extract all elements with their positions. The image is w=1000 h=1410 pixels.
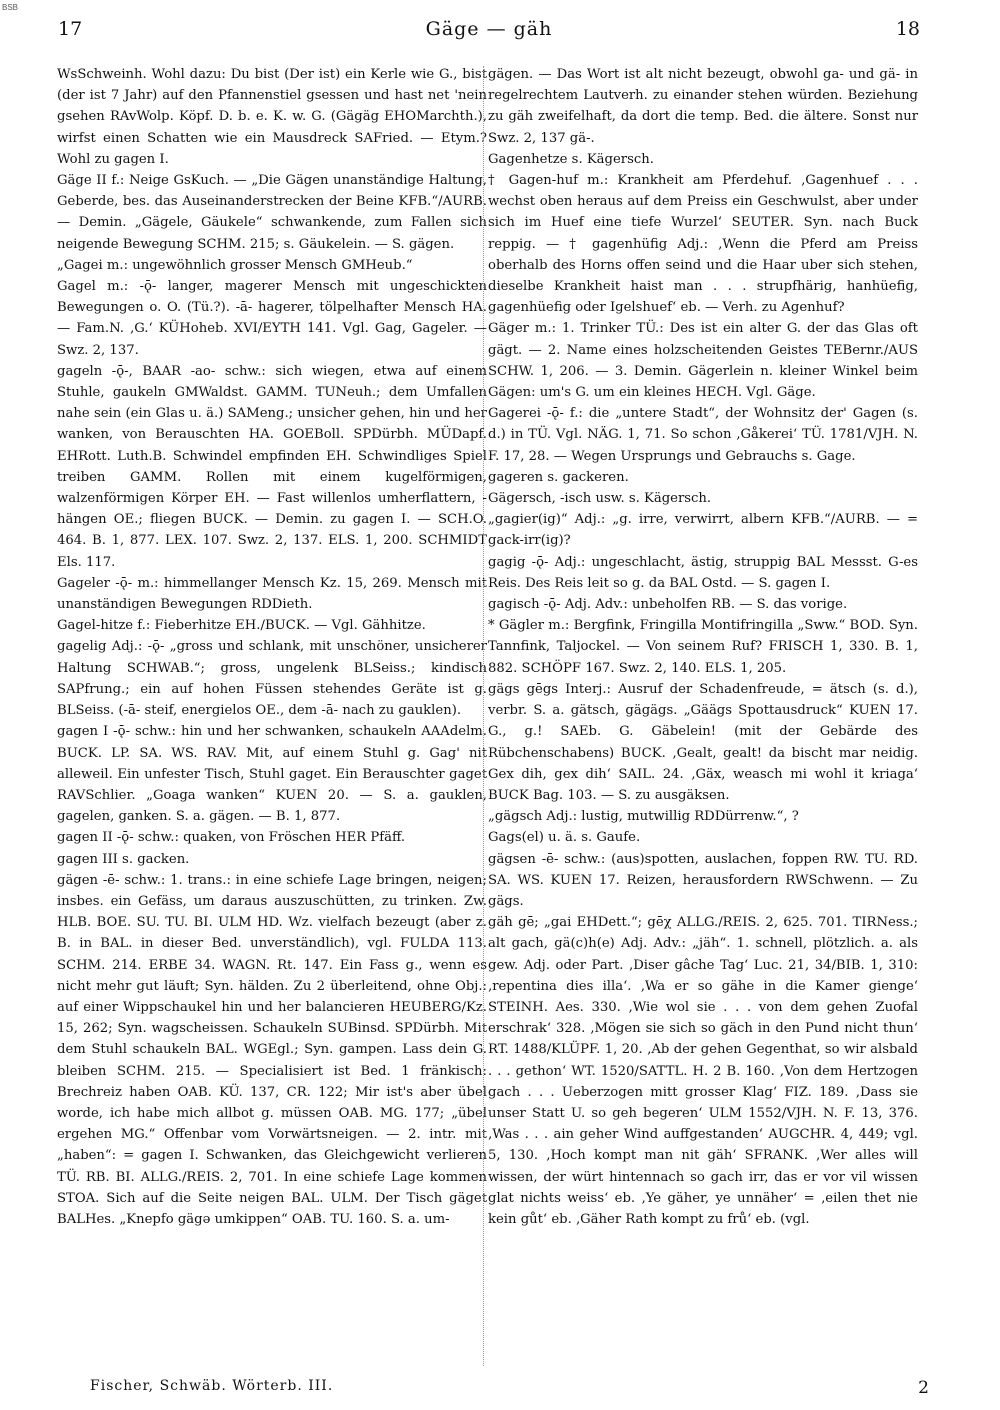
running-title: Gäge — gäh: [425, 18, 553, 40]
entry-paragraph: Gagel-hitze f.: Fieberhitze EH./BUCK. — Vgl. Gähhitze.: [57, 618, 426, 634]
entry-paragraph: WsSchweinh. Wohl dazu: Du bist (Der ist) ein Kerle wie G., bist (der ist 7 Jahr) auf den Pfannenstiel gsessen und hast net 'nein gsehen RAvWolp. Köpf. D. b. e. K. w. G. (Gägäg EHOMarchth.), wirfst einen Schatten wie ein Mausdreck SAFried. — Etym.? Wohl zu gagen I.: [57, 67, 487, 167]
entry-paragraph: gageln -ǭ-, BAAR -ao- schw.: sich wiegen, etwa auf einem Stuhle, gaukeln GMWaldst. GAMM. TUNeuh.; dem Umfallen nahe sein (ein Glas u. ä.) SAMeng.; unsicher gehen, hin und her wanken, von Berauschten HA. GOEBoll. SPDürbh. MÜDapf. EHRott. Luth.B. Schwindel empfinden EH. Schwindliges Spiel treiben GAMM. Rollen mit einem kugelförmigen, walzenförmigen Körper EH. — Fast willenlos umherflattern, -hängen OE.; fliegen BUCK. — Demin. zu gagen I. — SCH.O. 464. B. 1, 877. LEX. 107. Swz. 2, 137. ELS. 1, 200. SCHMIDT Els. 117.: [57, 363, 487, 570]
entry-paragraph: gägs gēgs Interj.: Ausruf der Schadenfreude, = ätsch (s. d.), verbr. S. a. gätsch, gägägs. „Gäägs Spottausdruck“ KUEN 17. G., g.! SAEb. G. Gäbelein! (mit der Gebärde des Rübchenschabens) BUCK. ‚Gealt, gealt! da bischt mar neidig. Gex dih, gex dih‘ SAIL. 24. ‚Gäx, weasch mi wohl it kriaga‘ BUCK Bag. 103. — S. zu ausgäksen.: [488, 681, 918, 803]
entry-paragraph: „gägsch Adj.: lustig, mutwillig RDDürrenw.“, ?: [488, 809, 799, 825]
page-header: [58, 18, 920, 44]
entry-paragraph: Gagerei -ǭ- f.: die „untere Stadt“, der Wohnsitz der' Gagen (s. d.) in TÜ. Vgl. NÄG. 1, 71. So schon ‚Gåkerei‘ TÜ. 1781/VJH. N. F. 17, 28. — Wegen Ursprungs und Gebrauchs s. Gage.: [488, 406, 918, 464]
page-footer: [90, 1378, 930, 1398]
entry-paragraph: gägen. — Das Wort ist alt nicht bezeugt, obwohl ga- und gä- in regelrechtem Lautverh. zu einander stehen würden. Beziehung zu gäh zweifelhaft, da dort die temp. Bed. die ältere. Sonst nur Swz. 2, 137 gä-.: [488, 67, 918, 146]
entry-paragraph: Gagenhetze s. Kägersch.: [488, 151, 654, 167]
entry-paragraph: Gägersch, -isch usw. s. Kägersch.: [488, 491, 712, 507]
entry-paragraph: gagen II -ǭ- schw.: quaken, von Fröschen HER Pfäff.: [57, 830, 406, 846]
entry-paragraph: Gäge II f.: Neige GsKuch. — „Die Gägen unanständige Haltung, Geberde, bes. das Auseinanderstrecken der Beine KFB.“/AURB. — Demin. „Gägele, Gäukele“ schwankende, zum Fallen sich neigende Bewegung SCHM. 215; s. Gäukelein. — S. gägen.: [57, 173, 487, 252]
right-column: [488, 64, 918, 1230]
sheet-number: 2: [918, 1378, 930, 1398]
entry-paragraph: gagig -ǭ- Adj.: ungeschlacht, ästig, struppig BAL Messst. G-es Reis. Des Reis leit so g. da BAL Ostd. — S. gagen I.: [488, 554, 918, 591]
entry-paragraph: Gäger m.: 1. Trinker TÜ.: Des ist ein alter G. der das Glas oft gägt. — 2. Name eines holzscheitenden Geistes TEBernr./AUS SCHW. 1, 206. — 3. Demin. Gägerlein n. kleiner Winkel beim Gägen: um's G. um ein kleines HECH. Vgl. Gäge.: [488, 321, 918, 401]
entry-paragraph: „gagier(ig)“ Adj.: „g. irre, verwirrt, albern KFB.“/AURB. — = gack-irr(ig)?: [488, 512, 918, 549]
signature-line: Fischer, Schwäb. Wörterb. III.: [90, 1378, 334, 1394]
page-number-left: 17: [58, 18, 83, 40]
entry-paragraph: Gagel m.: -ǭ- langer, magerer Mensch mit ungeschickten Bewegungen o. O. (Tü.?). -ā- hagerer, tölpelhafter Mensch HA. — Fam.N. ‚G.‘ KÜHoheb. XVI/EYTH 141. Vgl. Gag, Gageler. — Swz. 2, 137.: [57, 279, 487, 358]
entry-paragraph: gagisch -ǭ- Adj. Adv.: unbeholfen RB. — S. das vorige.: [488, 597, 848, 613]
left-column: [57, 64, 487, 1230]
entry-paragraph: gagen III s. gacken.: [57, 851, 190, 867]
library-stamp: BSB: [2, 3, 19, 12]
entry-paragraph: gagelig Adj.: -ǭ- „gross und schlank, mit unschöner, unsicherer Haltung SCHWAB.“; gross, ungelenk BLSeiss.; kindisch SAPfrung.; ein auf hohen Füssen stehendes Geräte ist g. BLSeiss. (-ā- steif, energielos OE., dem -ā- nach zu gauklen).: [57, 639, 487, 719]
entry-paragraph: Gags(el) u. ä. s. Gaufe.: [488, 830, 641, 846]
entry-paragraph: „Gagei m.: ungewöhnlich grosser Mensch GMHeub.“: [57, 257, 413, 273]
page-number-right: 18: [895, 18, 920, 40]
entry-paragraph: gagen I -ǭ- schw.: hin und her schwanken, schaukeln AAAdelm. BUCK. LP. SA. WS. RAV. Mit, auf einem Stuhl g. Gag' nit alleweil. Ein unfester Tisch, Stuhl gaget. Ein Berauschter gaget RAVSchlier. „Goaga wanken“ KUEN 20. — S. a. gauklen, gagelen, ganken. S. a. gägen. — B. 1, 877.: [57, 724, 487, 825]
entry-paragraph: gägsen -ē- schw.: (aus)spotten, auslachen, foppen RW. TU. RD. SA. WS. KUEN 17. Reizen, herausfordern RWSchwenn. — Zu gägs.: [488, 851, 918, 909]
entry-paragraph: gageren s. gackeren.: [488, 469, 629, 485]
column-divider: [483, 66, 484, 1366]
entry-paragraph: gäh gē; „gai EHDett.“; gēχ ALLG./REIS. 2, 625. 701. TIRNess.; alt gach, gä(c)h(e) Adj. Adv.: „jäh“. 1. schnell, plötzlich. a. als gew. Adj. oder Part. ‚Diser gâche Tag‘ Luc. 21, 34/BIB. 1, 310: ‚repentina dies illa‘. ‚Wa er so gähe in die Kamer gienge‘ STEINH. Aes. 330. ‚Wie wol sie . . . von dem gehen Zuofal erschrak‘ 328. ‚Mögen sie sich so gäch in den Pund nicht thun‘ RT. 1488/KLÜPF. 1, 20. ‚Ab der gehen Gegenthat, so wir alsbald . . . gethon‘ WT. 1520/SATTL. H. 2 B. 160. ‚Von dem Hertzogen gach . . . Ueberzogen mitt grosser Klag‘ FIZ. 189. ‚Dass sie unser Statt U. so geh begeren‘ ULM 1552/VJH. N. F. 13, 376. ‚Was . . . ain geher Wind auffgestanden‘ AUGCHR. 4, 449; vgl. 5, 130. ‚Hoch kompt man nit gäh‘ SFRANK. ‚Wer alles will wissen, der würt hintennach so gach irr, das er vor vil wissen glat nichts weiss‘ eb. ‚Ye gäher, ye unnäher‘ = ‚eilen thet nie kein gůt‘ eb. ‚Gäher Rath kompt zu frů‘ eb. (vgl.: [488, 915, 918, 1227]
entry-paragraph: * Gägler m.: Bergfink, Fringilla Montifringilla „Sww.“ BOD. Syn. Tannfink, Taljockel. — Von seinem Ruf? FRISCH 1, 330. B. 1, 882. SCHÖPF 167. Swz. 2, 140. ELS. 1, 205.: [488, 618, 918, 676]
entry-paragraph: gägen -ē- schw.: 1. trans.: in eine schiefe Lage bringen, neigen; insbes. ein Gefäss, um daraus auszuschütten, zu trinken. Zw. HLB. BOE. SU. TU. BI. ULM HD. Wz. vielfach bezeugt (aber z. B. in BAL. in dieser Bed. unverständlich), vgl. FULDA 113. SCHM. 214. ERBE 34. WAGN. Rt. 147. Ein Fass g., wenn es nicht mehr gut läuft; Syn. hälden. Zu 2 überleitend, ohne Obj.: auf einer Wippschaukel hin und her balancieren HEUBERG/Kz. 15, 262; Syn. wagscheissen. Schaukeln SUBinsd. SPDürbh. Mit dem Stuhl schaukeln BAL. WGEgl.; Syn. gampen. Lass dein G. bleiben SCHM. 215. — Specialisiert ist Bed. 1 fränkisch: Brechreiz haben OAB. KÜ. 137, CR. 122; Mir ist's aber übel worde, ich habe mich allbot g. müssen OAB. MG. 177; „übel ergehen MG.“ Offenbar vom Vorwärtsneigen. — 2. intr. mit „haben“: = gagen I. Schwanken, das Gleichgewicht verlieren TÜ. RB. BI. ALLG./REIS. 2, 701. In eine schiefe Lage kommen STOA. Sich auf die Seite neigen BAL. ULM. Der Tisch gäget BALHes. „Knepfo gägə umkippen“ OAB. TU. 160. S. a. um-: [57, 872, 487, 1227]
entry-paragraph: † Gagen-huf m.: Krankheit am Pferdehuf. ‚Gagenhuef . . . wechst oben heraus auf dem Preiss ein Geschwulst, aber under sich im Huef eine tiefe Wurzel‘ SEUTER. Syn. nach Buck reppig. — † gagenhüfig Adj.: ‚Wenn die Pferd am Preiss oberhalb des Horns offen seind und die Haar uber sich stehen, dieselbe Krankheit haist man . . . strupfhärig, hanhüefig, gagenhüefig oder Igelshuef‘ eb. — Verh. zu Agenhuf?: [488, 173, 918, 316]
entry-paragraph: Gageler -ǭ- m.: himmellanger Mensch Kz. 15, 269. Mensch mit unanständigen Bewegungen RDDieth.: [57, 575, 487, 613]
